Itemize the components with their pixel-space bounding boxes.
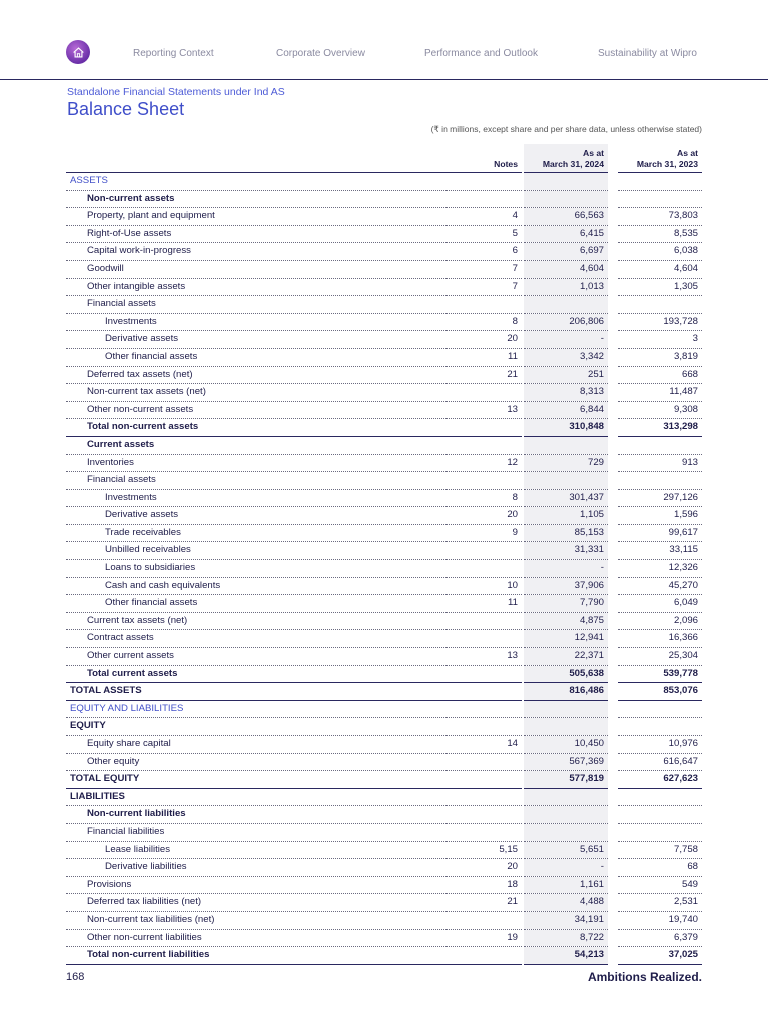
table-row xyxy=(66,173,702,191)
spacer-cell xyxy=(608,929,618,947)
row-previous-value: 9,308 xyxy=(618,401,702,419)
row-previous-value: 33,115 xyxy=(618,542,702,560)
row-note: 8 xyxy=(446,313,522,331)
row-note xyxy=(446,806,522,824)
spacer-cell xyxy=(608,753,618,771)
row-previous-value: 539,778 xyxy=(618,665,702,683)
table-row xyxy=(66,876,702,894)
row-note xyxy=(446,436,522,454)
table-row xyxy=(66,331,702,349)
row-previous-value: 313,298 xyxy=(618,419,702,437)
spacer-cell xyxy=(608,823,618,841)
spacer-cell xyxy=(608,436,618,454)
row-label: Other current assets xyxy=(66,648,446,666)
row-label: Non-current liabilities xyxy=(66,806,446,824)
row-note xyxy=(446,542,522,560)
row-previous-value: 12,326 xyxy=(618,560,702,578)
row-previous-value: 627,623 xyxy=(618,771,702,789)
row-note xyxy=(446,419,522,437)
row-previous-value: 6,379 xyxy=(618,929,702,947)
row-label: Provisions xyxy=(66,876,446,894)
table-row xyxy=(66,436,702,454)
spacer-cell xyxy=(608,859,618,877)
row-note xyxy=(446,771,522,789)
row-label: Investments xyxy=(66,489,446,507)
nav-corporate-overview[interactable]: Corporate Overview xyxy=(276,48,365,59)
row-current-value: 6,844 xyxy=(524,401,608,419)
table-row xyxy=(66,648,702,666)
row-current-value: 8,313 xyxy=(524,384,608,402)
row-current-value: 1,161 xyxy=(524,876,608,894)
spacer-cell xyxy=(608,947,618,965)
row-current-value xyxy=(524,718,608,736)
row-label: Derivative assets xyxy=(66,507,446,525)
spacer-cell xyxy=(608,313,618,331)
row-note xyxy=(446,700,522,718)
spacer-cell xyxy=(608,665,618,683)
spacer-cell xyxy=(608,876,618,894)
spacer-cell xyxy=(608,419,618,437)
row-note: 7 xyxy=(446,278,522,296)
row-label: ASSETS xyxy=(66,173,446,191)
row-current-value: 729 xyxy=(524,454,608,472)
row-label: Non-current tax assets (net) xyxy=(66,384,446,402)
table-row xyxy=(66,366,702,384)
row-previous-value: 10,976 xyxy=(618,736,702,754)
table-row xyxy=(66,630,702,648)
spacer-cell xyxy=(608,718,618,736)
row-current-value: 54,213 xyxy=(524,947,608,965)
table-row xyxy=(66,313,702,331)
row-previous-value: 1,305 xyxy=(618,278,702,296)
row-previous-value: 1,596 xyxy=(618,507,702,525)
table-body xyxy=(66,173,702,965)
row-previous-value xyxy=(618,823,702,841)
row-label: Non-current assets xyxy=(66,190,446,208)
row-label: Deferred tax liabilities (net) xyxy=(66,894,446,912)
row-note: 20 xyxy=(446,859,522,877)
row-note xyxy=(446,753,522,771)
row-previous-value: 6,049 xyxy=(618,595,702,613)
spacer-cell xyxy=(608,243,618,261)
row-note: 10 xyxy=(446,577,522,595)
spacer-cell xyxy=(608,296,618,314)
table-row xyxy=(66,384,702,402)
spacer-cell xyxy=(608,612,618,630)
spacer-cell xyxy=(608,489,618,507)
table-row xyxy=(66,841,702,859)
table-row xyxy=(66,454,702,472)
table-row xyxy=(66,278,702,296)
row-previous-value: 549 xyxy=(618,876,702,894)
row-note xyxy=(446,947,522,965)
row-note xyxy=(446,823,522,841)
table-row xyxy=(66,736,702,754)
table-row xyxy=(66,243,702,261)
spacer-cell xyxy=(608,278,618,296)
nav-performance-outlook[interactable]: Performance and Outlook xyxy=(424,48,538,59)
table-row xyxy=(66,560,702,578)
row-current-value: - xyxy=(524,331,608,349)
row-previous-value xyxy=(618,472,702,490)
home-icon xyxy=(72,46,85,59)
row-previous-value xyxy=(618,190,702,208)
row-label: Capital work-in-progress xyxy=(66,243,446,261)
row-current-value: 31,331 xyxy=(524,542,608,560)
row-previous-value xyxy=(618,296,702,314)
spacer-cell xyxy=(608,648,618,666)
row-note xyxy=(446,788,522,806)
table-row xyxy=(66,929,702,947)
table-row xyxy=(66,348,702,366)
spacer-cell xyxy=(608,788,618,806)
table-row xyxy=(66,524,702,542)
row-previous-value: 37,025 xyxy=(618,947,702,965)
spacer-cell xyxy=(608,208,618,226)
row-note: 12 xyxy=(446,454,522,472)
row-label: Derivative liabilities xyxy=(66,859,446,877)
breadcrumb: Standalone Financial Statements under Ind AS xyxy=(67,86,285,98)
row-current-value: - xyxy=(524,859,608,877)
row-label: TOTAL EQUITY xyxy=(66,771,446,789)
row-note: 18 xyxy=(446,876,522,894)
table-row xyxy=(66,788,702,806)
currency-note: (₹ in millions, except share and per share data, unless otherwise stated) xyxy=(430,124,702,134)
row-note: 7 xyxy=(446,260,522,278)
row-previous-value xyxy=(618,700,702,718)
row-label: Non-current tax liabilities (net) xyxy=(66,911,446,929)
spacer-cell xyxy=(608,841,618,859)
row-label: Goodwill xyxy=(66,260,446,278)
spacer-cell xyxy=(608,911,618,929)
spacer-cell xyxy=(608,630,618,648)
row-current-value xyxy=(524,436,608,454)
table-row xyxy=(66,947,702,965)
page-number: 168 xyxy=(66,971,85,983)
row-current-value: 22,371 xyxy=(524,648,608,666)
row-current-value: 8,722 xyxy=(524,929,608,947)
row-note: 21 xyxy=(446,894,522,912)
spacer-cell xyxy=(608,225,618,243)
row-label: Financial liabilities xyxy=(66,823,446,841)
row-label: Trade receivables xyxy=(66,524,446,542)
spacer-cell xyxy=(608,260,618,278)
table-row xyxy=(66,208,702,226)
spacer-cell xyxy=(608,524,618,542)
row-note xyxy=(446,665,522,683)
row-previous-value: 193,728 xyxy=(618,313,702,331)
table-row xyxy=(66,683,702,701)
row-label: Financial assets xyxy=(66,296,446,314)
row-label: Financial assets xyxy=(66,472,446,490)
page-title: Balance Sheet xyxy=(67,99,185,119)
balance-sheet-table xyxy=(66,144,702,965)
row-label: Other intangible assets xyxy=(66,278,446,296)
row-previous-value: 68 xyxy=(618,859,702,877)
spacer-cell xyxy=(608,348,618,366)
table-row xyxy=(66,507,702,525)
spacer-cell xyxy=(608,472,618,490)
spacer-cell xyxy=(608,384,618,402)
row-current-value xyxy=(524,472,608,490)
row-current-value: 310,848 xyxy=(524,419,608,437)
row-label: Property, plant and equipment xyxy=(66,208,446,226)
row-label: Equity share capital xyxy=(66,736,446,754)
row-current-value xyxy=(524,823,608,841)
row-note xyxy=(446,472,522,490)
row-previous-value xyxy=(618,173,702,191)
row-previous-value: 45,270 xyxy=(618,577,702,595)
spacer-cell xyxy=(608,401,618,419)
row-current-value: 37,906 xyxy=(524,577,608,595)
row-current-value: 85,153 xyxy=(524,524,608,542)
row-previous-value: 99,617 xyxy=(618,524,702,542)
previous-year-header: As at March 31, 2023 xyxy=(618,144,702,173)
row-current-value: 34,191 xyxy=(524,911,608,929)
nav-reporting-context[interactable]: Reporting Context xyxy=(133,48,214,59)
table-row xyxy=(66,419,702,437)
table-row xyxy=(66,489,702,507)
row-label: Investments xyxy=(66,313,446,331)
row-label: Derivative assets xyxy=(66,331,446,349)
row-note: 5 xyxy=(446,225,522,243)
row-note: 11 xyxy=(446,348,522,366)
row-note: 4 xyxy=(446,208,522,226)
table-row xyxy=(66,665,702,683)
row-previous-value: 3,819 xyxy=(618,348,702,366)
top-navigation xyxy=(0,0,768,80)
row-label: Contract assets xyxy=(66,630,446,648)
table-row xyxy=(66,612,702,630)
row-note: 19 xyxy=(446,929,522,947)
row-note xyxy=(446,384,522,402)
table-row xyxy=(66,260,702,278)
brand-tagline: Ambitions Realized. xyxy=(587,970,702,984)
row-label: Other equity xyxy=(66,753,446,771)
row-current-value: 4,875 xyxy=(524,612,608,630)
row-note: 13 xyxy=(446,401,522,419)
row-current-value: 577,819 xyxy=(524,771,608,789)
row-note xyxy=(446,190,522,208)
row-current-value xyxy=(524,700,608,718)
table-row xyxy=(66,700,702,718)
row-label: Inventories xyxy=(66,454,446,472)
row-current-value: 505,638 xyxy=(524,665,608,683)
table-row xyxy=(66,190,702,208)
table-row xyxy=(66,225,702,243)
table-row xyxy=(66,595,702,613)
row-current-value: 206,806 xyxy=(524,313,608,331)
row-previous-value: 4,604 xyxy=(618,260,702,278)
spacer-cell xyxy=(608,454,618,472)
row-previous-value xyxy=(618,806,702,824)
row-label: Unbilled receivables xyxy=(66,542,446,560)
spacer-cell xyxy=(608,366,618,384)
row-current-value: 10,450 xyxy=(524,736,608,754)
row-note: 6 xyxy=(446,243,522,261)
spacer-cell xyxy=(608,507,618,525)
row-note xyxy=(446,612,522,630)
spacer-cell xyxy=(608,700,618,718)
table-row xyxy=(66,894,702,912)
spacer-cell xyxy=(608,190,618,208)
row-label: Lease liabilities xyxy=(66,841,446,859)
table-row xyxy=(66,806,702,824)
row-label: TOTAL ASSETS xyxy=(66,683,446,701)
table-row xyxy=(66,911,702,929)
row-current-value: 4,488 xyxy=(524,894,608,912)
row-current-value: 4,604 xyxy=(524,260,608,278)
row-note: 9 xyxy=(446,524,522,542)
row-note: 14 xyxy=(446,736,522,754)
row-note: 8 xyxy=(446,489,522,507)
table-row xyxy=(66,718,702,736)
spacer-cell xyxy=(608,331,618,349)
row-label: Other financial assets xyxy=(66,348,446,366)
table-row xyxy=(66,542,702,560)
row-previous-value xyxy=(618,788,702,806)
row-previous-value: 19,740 xyxy=(618,911,702,929)
spacer-cell xyxy=(608,173,618,191)
table-row xyxy=(66,401,702,419)
row-current-value: 6,415 xyxy=(524,225,608,243)
row-note xyxy=(446,683,522,701)
row-note: 5,15 xyxy=(446,841,522,859)
row-current-value xyxy=(524,788,608,806)
row-note xyxy=(446,173,522,191)
row-label: Other non-current assets xyxy=(66,401,446,419)
spacer-cell xyxy=(608,894,618,912)
row-note xyxy=(446,718,522,736)
nav-sustainability[interactable]: Sustainability at Wipro xyxy=(598,48,697,59)
row-label: Other non-current liabilities xyxy=(66,929,446,947)
row-label: Current tax assets (net) xyxy=(66,612,446,630)
row-note: 11 xyxy=(446,595,522,613)
row-current-value: 1,105 xyxy=(524,507,608,525)
row-current-value: 7,790 xyxy=(524,595,608,613)
row-note: 20 xyxy=(446,331,522,349)
row-note xyxy=(446,911,522,929)
row-label: EQUITY AND LIABILITIES xyxy=(66,700,446,718)
spacer-cell xyxy=(608,771,618,789)
row-label: Total current assets xyxy=(66,665,446,683)
row-note: 21 xyxy=(446,366,522,384)
row-previous-value xyxy=(618,436,702,454)
row-previous-value xyxy=(618,718,702,736)
row-note xyxy=(446,296,522,314)
row-note: 20 xyxy=(446,507,522,525)
table-row xyxy=(66,472,702,490)
row-current-value: 66,563 xyxy=(524,208,608,226)
row-current-value: 1,013 xyxy=(524,278,608,296)
row-label: Current assets xyxy=(66,436,446,454)
row-current-value: 6,697 xyxy=(524,243,608,261)
table-row xyxy=(66,577,702,595)
header-label-cell xyxy=(66,144,446,173)
row-label: Right-of-Use assets xyxy=(66,225,446,243)
row-previous-value: 3 xyxy=(618,331,702,349)
table-row xyxy=(66,771,702,789)
table-row xyxy=(66,823,702,841)
spacer-cell xyxy=(608,806,618,824)
row-previous-value: 25,304 xyxy=(618,648,702,666)
spacer-cell xyxy=(608,683,618,701)
row-current-value: 301,437 xyxy=(524,489,608,507)
row-previous-value: 913 xyxy=(618,454,702,472)
current-year-header: As at March 31, 2024 xyxy=(524,144,608,173)
spacer-cell xyxy=(608,542,618,560)
spacer-cell xyxy=(608,595,618,613)
row-previous-value: 8,535 xyxy=(618,225,702,243)
spacer-cell xyxy=(608,560,618,578)
row-previous-value: 668 xyxy=(618,366,702,384)
row-previous-value: 11,487 xyxy=(618,384,702,402)
row-note xyxy=(446,630,522,648)
row-current-value: - xyxy=(524,560,608,578)
row-current-value: 251 xyxy=(524,366,608,384)
notes-header: Notes xyxy=(446,144,522,173)
table-row xyxy=(66,296,702,314)
row-current-value xyxy=(524,806,608,824)
row-note xyxy=(446,560,522,578)
row-label: LIABILITIES xyxy=(66,788,446,806)
row-label: Total non-current assets xyxy=(66,419,446,437)
table-row xyxy=(66,859,702,877)
row-current-value: 3,342 xyxy=(524,348,608,366)
row-label: EQUITY xyxy=(66,718,446,736)
row-label: Deferred tax assets (net) xyxy=(66,366,446,384)
row-current-value xyxy=(524,173,608,191)
spacer-cell xyxy=(608,577,618,595)
table-row xyxy=(66,753,702,771)
row-previous-value: 616,647 xyxy=(618,753,702,771)
home-button[interactable] xyxy=(66,40,90,64)
row-previous-value: 7,758 xyxy=(618,841,702,859)
row-label: Cash and cash equivalents xyxy=(66,577,446,595)
row-previous-value: 2,531 xyxy=(618,894,702,912)
row-previous-value: 2,096 xyxy=(618,612,702,630)
row-current-value: 567,369 xyxy=(524,753,608,771)
row-previous-value: 853,076 xyxy=(618,683,702,701)
row-current-value xyxy=(524,296,608,314)
row-previous-value: 16,366 xyxy=(618,630,702,648)
row-note: 13 xyxy=(446,648,522,666)
row-previous-value: 73,803 xyxy=(618,208,702,226)
row-previous-value: 6,038 xyxy=(618,243,702,261)
row-label: Total non-current liabilities xyxy=(66,947,446,965)
row-current-value xyxy=(524,190,608,208)
row-current-value: 816,486 xyxy=(524,683,608,701)
spacer-cell xyxy=(608,736,618,754)
row-label: Other financial assets xyxy=(66,595,446,613)
row-label: Loans to subsidiaries xyxy=(66,560,446,578)
row-current-value: 5,651 xyxy=(524,841,608,859)
row-current-value: 12,941 xyxy=(524,630,608,648)
row-previous-value: 297,126 xyxy=(618,489,702,507)
table-header-row xyxy=(66,144,702,173)
